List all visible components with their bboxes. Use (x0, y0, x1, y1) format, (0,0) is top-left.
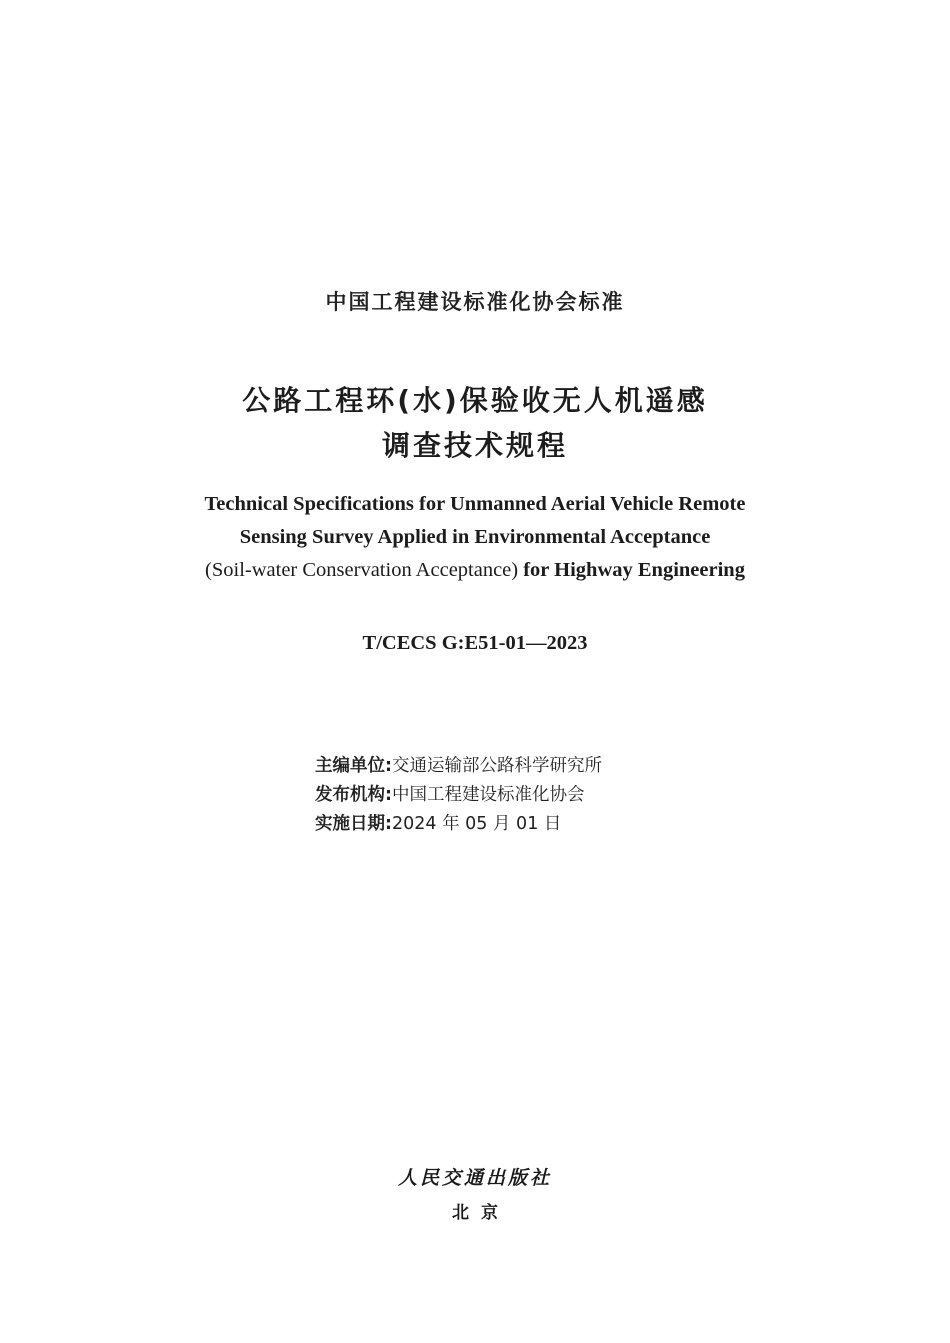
association-standard-heading: 中国工程建设标准化协会标准 (325, 290, 625, 314)
issuer-row (315, 781, 602, 810)
english-title-line-2: Sensing Survey Applied in Environmental Acceptance (239, 526, 711, 548)
standard-code: T/CECS G:E51-01—2023 (362, 632, 588, 654)
editor-label: 主编单位: (315, 756, 392, 776)
chinese-title-line-1: 公路工程环(水)保验收无人机遥感 (242, 384, 708, 417)
english-title-line-3-rest: for Highway Engineering (518, 559, 745, 581)
effective-date-value: 2024 年 05 月 01 日 (392, 814, 562, 834)
effective-date-row (315, 810, 602, 839)
editor-value: 交通运输部公路科学研究所 (392, 756, 602, 776)
effective-date-label: 实施日期: (315, 814, 392, 834)
publisher-name: 人民交通出版社 (397, 1167, 552, 1189)
publisher-city: 北京 (452, 1203, 510, 1223)
editor-row (315, 752, 602, 781)
english-title-line-1: Technical Specifications for Unmanned Aerial Vehicle Remote (204, 493, 746, 515)
chinese-title-line-2: 调查技术规程 (381, 429, 568, 462)
english-title-parenthetical: (Soil-water Conservation Acceptance) (205, 559, 519, 581)
issuer-label: 发布机构: (315, 785, 392, 805)
english-title-line-3 (0, 559, 950, 582)
issuer-value: 中国工程建设标准化协会 (392, 785, 585, 805)
issuance-info (315, 752, 602, 839)
